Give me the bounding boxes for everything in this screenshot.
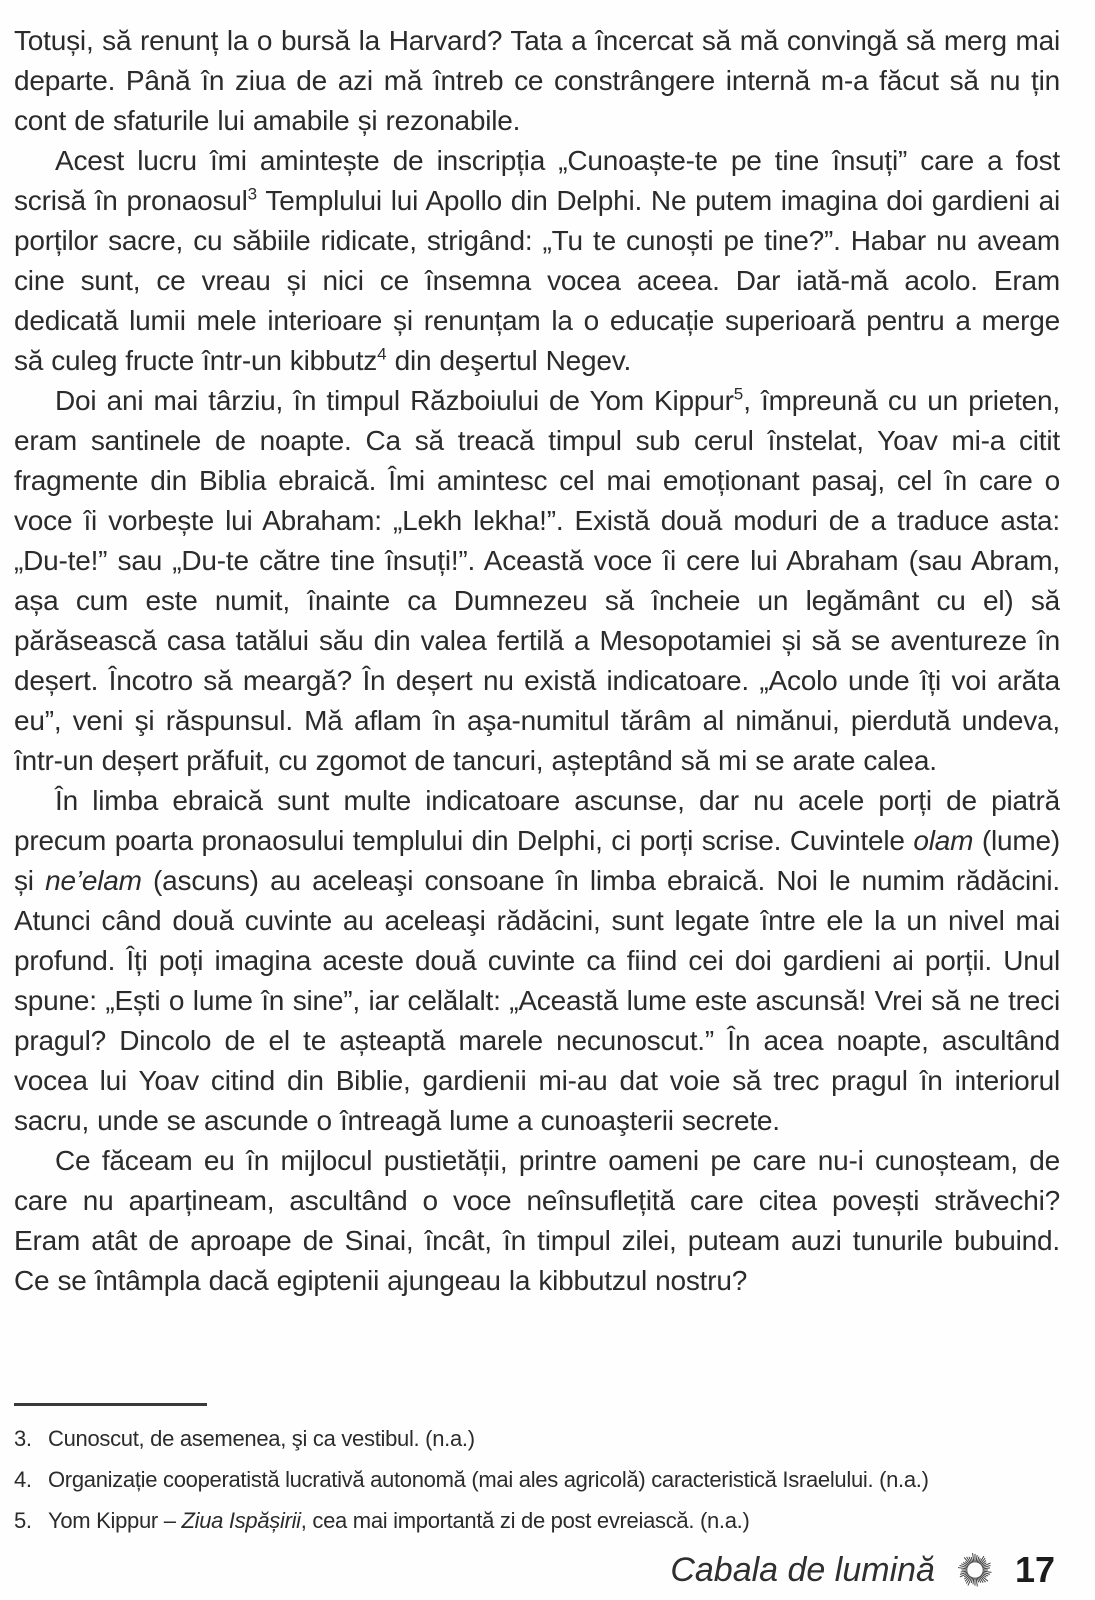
footnote-divider	[14, 1403, 207, 1406]
footnote	[14, 1459, 1060, 1500]
paragraph	[14, 1141, 1060, 1301]
paragraph-text: Templului lui Apollo din Delphi. Ne putem imagina doi gardieni ai porților sacre, cu săbiile ridicate, strigând: „Tu te cunoști pe tine?”. Habar nu aveam cine sunt, ce vreau și nici ce însemna vocea aceea. Dar iată-mă acolo. Eram dedicată lumii mele interioare și renunțam la o educație superioară pentru a merge să culeg fructe într-un kibbutz	[14, 185, 1060, 376]
footnote	[14, 1418, 1060, 1459]
footnote-reference: 4	[377, 344, 387, 364]
paragraph-text: Ce făceam eu în mijlocul pustietății, printre oameni pe care nu-i cunoșteam, de care nu aparțineam, ascultând o voce neînsuflețită care citea povești străvechi? Eram atât de aproape de Sinai, încât, în timpul zilei, puteam auzi tunurile bubuind. Ce se întâmpla dacă egiptenii ajungeau la kibbutzul nostru?	[14, 1145, 1060, 1296]
footnote-number: 3.	[14, 1426, 32, 1451]
footnote-text	[48, 1500, 750, 1541]
footnote-reference: 5	[733, 384, 744, 404]
paragraph-text: Acest lucru îmi amintește de inscripția „Cunoaște-te pe tine însuți” care a fost scrisă în pronaosul	[14, 145, 1060, 216]
footnote-block	[14, 1403, 1060, 1541]
paragraph	[14, 21, 1060, 141]
footnote-number: 5.	[14, 1508, 32, 1533]
sunburst-icon	[957, 1552, 993, 1588]
paragraph-text: În limba ebraică sunt multe indicatoare ascunse, dar nu acele porți de piatră precum poarta pronaosului templului din Delphi, ci porți scrise. Cuvintele	[14, 785, 1060, 856]
page-number: 17	[1014, 1549, 1055, 1590]
italic-term: olam	[913, 825, 974, 856]
paragraph-text: Totuși, să renunț la o bursă la Harvard? Tata a încercat să mă convingă să merg mai departe. Până în ziua de azi mă întreb ce constrângere internă m-a făcut să nu țin cont de sfaturile lui amabile și rezonabile.	[14, 25, 1060, 136]
footnote-number: 4.	[14, 1467, 32, 1492]
body-text	[14, 21, 1060, 1395]
paragraph	[14, 141, 1060, 381]
paragraph-text: din deşertul Negev.	[386, 345, 632, 376]
footnote-text-segment: , cea mai importantă zi de post evreiască. (n.a.)	[300, 1508, 750, 1533]
paragraph-text: Doi ani mai târziu, în timpul Războiului de Yom Kippur	[55, 385, 734, 416]
paragraph	[14, 381, 1060, 781]
paragraph-text: , împreună cu un prieten, eram santinele de noapte. Ca să treacă timpul sub cerul înstelat, Yoav mi-a citit fragmente din Biblia ebraică. Îmi amintesc cel mai emoționant pasaj, cel în care o voce îi vorbește lui Abraham: „Lekh lekha!”. Există două moduri de a traduce asta: „Du-te!” sau „Du-te către tine însuți!”. Această voce îi cere lui Abraham (sau Abram, așa cum este numit, înainte ca Dumnezeu să încheie un legământ cu el) să părăsească casa tatălui său din valea fertilă a Mesopotamiei și să se aventureze în deșert. Încotro să meargă? În deșert nu există indicatoare. „Acolo unde îți voi arăta eu”, veni şi răspunsul. Mă aflam în aşa-numitul tărâm al nimănui, pierdută undeva, într-un deșert prăfuit, cu zgomot de tancuri, așteptând să mi se arate calea.	[14, 385, 1060, 776]
page-footer	[670, 1544, 1055, 1596]
book-title: Cabala de lumină	[670, 1550, 935, 1589]
footnote-text	[48, 1459, 929, 1500]
italic-term: ne’elam	[45, 865, 142, 896]
footnote-text-segment: Yom Kippur –	[48, 1508, 182, 1533]
footnote-text	[48, 1418, 475, 1459]
footnote-text-segment: Cunoscut, de asemenea, şi ca vestibul. (n.a.)	[48, 1426, 475, 1451]
footnote	[14, 1500, 1060, 1541]
paragraph-text: (lume) și	[14, 825, 1060, 896]
paragraph-text: (ascuns) au aceleaşi consoane în limba ebraică. Noi le numim rădăcini. Atunci când două cuvinte au aceleaşi rădăcini, sunt legate între ele la un nivel mai profund. Îți poți imagina aceste două cuvinte ca fiind cei doi gardieni ai porții. Unul spune: „Ești o lume în sine”, iar celălalt: „Această lume este ascunsă! Vrei să ne treci pragul? Dincolo de el te așteaptă marele necunoscut.” În acea noapte, ascultând vocea lui Yoav citind din Biblie, gardienii mi-au dat voie să trec pragul în interiorul sacru, unde se ascunde o întreagă lume a cunoaşterii secrete.	[14, 865, 1060, 1136]
footnote-text-segment: Organizație cooperatistă lucrativă autonomă (mai ales agricolă) caracteristică Israelului. (n.a.)	[48, 1467, 929, 1492]
paragraph	[14, 781, 1060, 1141]
footnote-reference: 3	[247, 184, 258, 204]
italic-term: Ziua Ispășirii	[181, 1508, 301, 1533]
